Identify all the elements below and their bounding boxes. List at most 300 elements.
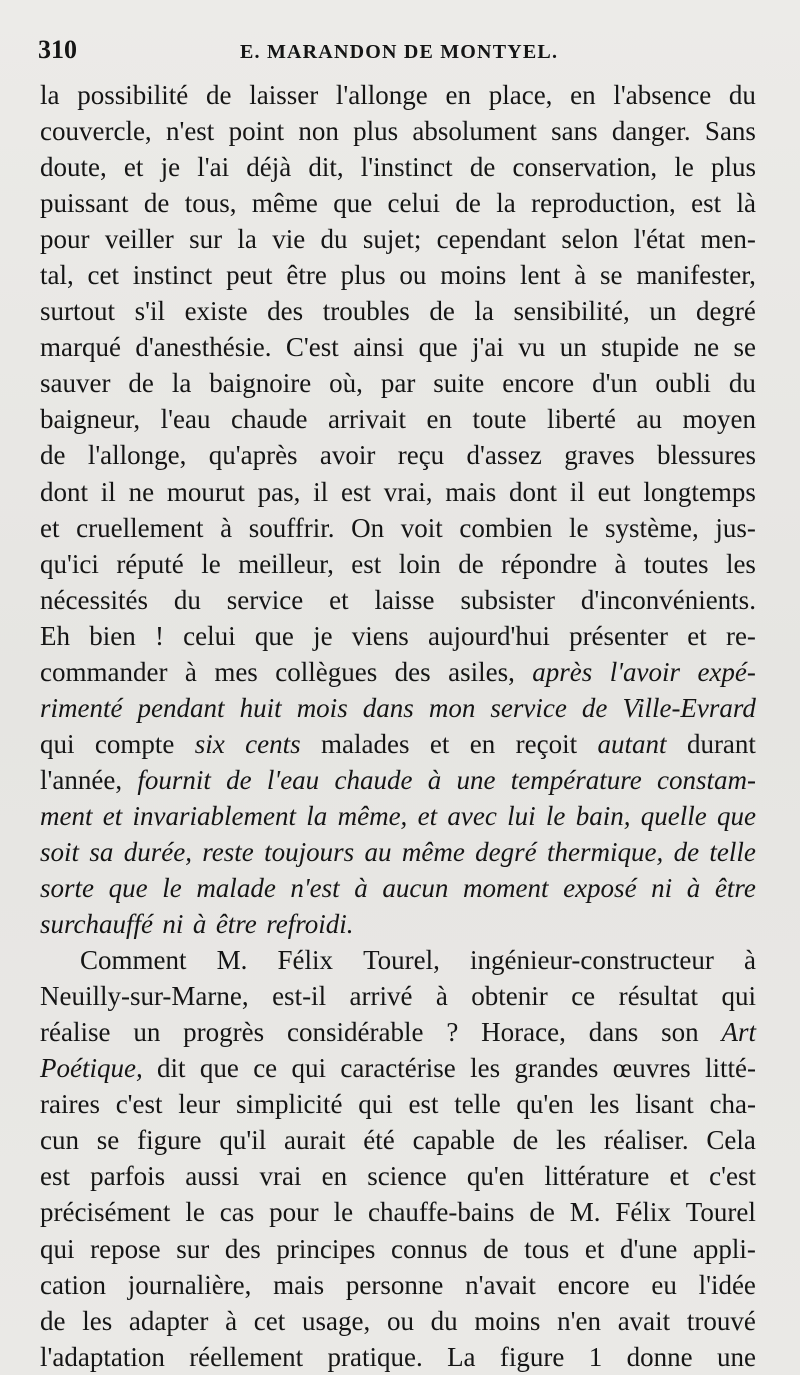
word: de <box>469 152 496 183</box>
word: reproduction, <box>531 188 676 219</box>
word: que <box>333 188 373 219</box>
text-line <box>40 1339 756 1375</box>
text-line <box>40 437 756 473</box>
text-line <box>40 113 756 149</box>
word: cation <box>40 1269 106 1300</box>
word: celui <box>387 188 441 219</box>
italic-word: surchauffé <box>40 909 153 940</box>
word: baignoire <box>209 368 312 399</box>
italic-word: de <box>226 764 252 795</box>
italic-word: constam- <box>657 764 756 795</box>
word: du <box>320 224 348 255</box>
italic-word: ni <box>651 873 673 904</box>
italic-word: service <box>490 692 567 723</box>
text-line <box>40 474 756 510</box>
italic-word: Ville-Evrard <box>622 692 756 723</box>
word: nécessités <box>40 584 148 615</box>
word: ne <box>693 332 720 363</box>
italic-word: n'est <box>290 873 340 904</box>
word: usage, <box>302 1305 371 1336</box>
word: pas, <box>257 476 301 507</box>
word: arrivait <box>327 404 406 435</box>
word: service <box>226 584 304 615</box>
word: et <box>584 1233 605 1264</box>
word: en <box>445 80 471 110</box>
text-line <box>40 401 756 437</box>
word: conservation, <box>512 152 658 183</box>
italic-word: que <box>717 800 756 831</box>
italic-word: exposé <box>563 873 637 904</box>
italic-word: Poétique, <box>40 1053 143 1084</box>
word: tous <box>524 1233 570 1264</box>
word: surtout <box>40 296 116 327</box>
word: les <box>725 548 756 579</box>
word: d'un <box>592 368 638 399</box>
word: est <box>351 548 382 579</box>
word: arrivé <box>349 981 413 1012</box>
word: du <box>430 1305 458 1336</box>
word: pratique. <box>327 1341 423 1372</box>
word: encore <box>502 368 575 399</box>
word: œuvres <box>612 1053 691 1084</box>
italic-word: que <box>108 873 148 904</box>
italic-word: dans <box>362 692 414 723</box>
word: malades <box>321 728 410 759</box>
italic-word: six <box>194 728 225 759</box>
word: l'état <box>633 224 686 255</box>
word: vie <box>272 224 306 255</box>
word: lisant <box>635 1089 694 1120</box>
word: ? <box>446 1017 459 1048</box>
word: n'en <box>557 1305 601 1336</box>
italic-word: sorte <box>40 873 94 904</box>
page-number: 310 <box>38 35 77 64</box>
word: pour <box>40 224 90 255</box>
word: la <box>237 224 257 255</box>
word: ce <box>571 981 596 1012</box>
word: au <box>636 404 662 435</box>
word: commander <box>40 656 168 687</box>
word: été <box>363 1125 395 1156</box>
word: Horace, <box>481 1017 566 1048</box>
text-line <box>40 1014 756 1050</box>
italic-word: température <box>510 764 642 795</box>
text-line <box>40 726 756 762</box>
word: caractérise <box>340 1053 456 1084</box>
text-line <box>40 1231 756 1267</box>
word: déjà <box>246 152 292 183</box>
word: par <box>380 368 416 399</box>
text-line <box>40 942 756 978</box>
word: La <box>447 1341 476 1372</box>
italic-word: à <box>686 873 701 904</box>
italic-word: avec <box>447 800 497 831</box>
word: du <box>728 80 756 110</box>
word: viens <box>351 620 409 651</box>
word: durant <box>686 728 756 759</box>
word: je <box>313 620 333 651</box>
word: dont <box>40 476 89 507</box>
word: qui <box>291 1053 327 1084</box>
italic-word: ni <box>162 909 184 940</box>
word: puissant <box>40 188 129 219</box>
word: la <box>40 80 60 110</box>
word: de <box>40 440 66 471</box>
page-header <box>0 30 800 70</box>
italic-word: cents <box>245 728 301 759</box>
italic-word: malade <box>196 873 276 904</box>
word: est <box>408 1089 439 1120</box>
word: à <box>184 656 197 687</box>
word: et <box>669 1161 689 1192</box>
word: de <box>529 1197 555 1228</box>
word: mais <box>445 476 497 507</box>
word: d'anesthésie. <box>135 332 272 363</box>
word: cet <box>87 260 120 291</box>
word: précisément <box>40 1197 171 1228</box>
word: en <box>321 1161 348 1192</box>
word: leur <box>178 1089 221 1120</box>
word: loin <box>398 548 441 579</box>
italic-word: l'eau <box>266 764 320 795</box>
body-text <box>40 77 756 1375</box>
word: pour <box>269 1197 319 1228</box>
word: couvercle, <box>40 116 152 147</box>
word: dans <box>588 1017 639 1048</box>
word: à <box>743 945 756 976</box>
word: l'allonge, <box>87 440 187 471</box>
word: compte <box>94 728 175 759</box>
italic-word: l'avoir <box>609 656 680 687</box>
word: moins <box>440 260 507 291</box>
italic-word: chaude <box>334 764 413 795</box>
italic-word: et <box>417 800 438 831</box>
word: obtenir <box>471 981 548 1012</box>
word: lent <box>519 260 561 291</box>
italic-word: toujours <box>264 836 355 867</box>
word: qui <box>358 1089 393 1120</box>
text-line <box>40 1158 756 1194</box>
italic-word: fournit <box>137 764 211 795</box>
text-line <box>40 149 756 185</box>
word: il <box>313 476 329 507</box>
word: cet <box>253 1305 286 1336</box>
italic-word: la <box>306 800 328 831</box>
word: Eh <box>40 620 70 651</box>
word: dit, <box>308 152 344 183</box>
word: de <box>483 1233 509 1264</box>
word: un <box>559 332 587 363</box>
word: les <box>470 1053 501 1084</box>
word: graves <box>564 440 635 471</box>
word: ! <box>154 620 164 651</box>
text-line <box>40 365 756 401</box>
italic-word: à <box>354 873 368 904</box>
word: de <box>40 1305 66 1336</box>
italic-word: Art <box>721 1017 756 1048</box>
word: l'absence <box>613 80 712 110</box>
word: des <box>394 656 431 687</box>
text-line <box>40 1303 756 1339</box>
word: meilleur, <box>238 548 334 579</box>
word: figure <box>499 1341 565 1372</box>
word: cas <box>219 1197 255 1228</box>
word: en <box>570 80 596 110</box>
word: réellement <box>189 1341 304 1372</box>
word: c'est <box>709 1161 756 1192</box>
word: à <box>435 981 448 1012</box>
word: principes <box>276 1233 376 1264</box>
word: se <box>600 260 623 291</box>
word: suite <box>433 368 485 399</box>
text-line <box>40 546 756 582</box>
word: et <box>687 620 707 651</box>
italic-word: même, <box>337 800 408 831</box>
word: qu'après <box>208 440 298 471</box>
word: qui <box>40 728 75 759</box>
word: On <box>351 512 385 543</box>
word: place, <box>488 80 553 110</box>
italic-word: mon <box>428 692 476 723</box>
word: qui <box>721 981 756 1012</box>
italic-word: de <box>673 836 700 867</box>
word: les <box>589 1089 620 1120</box>
word: système, <box>605 512 699 543</box>
word: là <box>736 188 756 219</box>
word: n'avait <box>465 1269 536 1300</box>
word: et <box>429 728 450 759</box>
word: subsister <box>460 584 555 615</box>
word: une <box>716 1341 756 1372</box>
word: reçu <box>397 440 445 471</box>
word: journalière, <box>127 1269 252 1300</box>
word: Sans <box>704 116 756 147</box>
word: de <box>458 548 484 579</box>
italic-word: au <box>364 836 392 867</box>
word: l'ai <box>197 152 230 183</box>
word: doute, <box>40 152 107 183</box>
word: aurait <box>284 1125 346 1156</box>
text-line <box>40 618 756 654</box>
word: stupide <box>601 332 680 363</box>
word: point <box>228 116 285 147</box>
word: mes <box>214 656 258 687</box>
word: troubles <box>322 296 410 327</box>
word: souffrir. <box>248 512 335 543</box>
word: voit <box>400 512 443 543</box>
word: laisse <box>374 584 435 615</box>
word: chauffe-bains <box>367 1197 515 1228</box>
word: laisser <box>249 80 319 110</box>
text-line <box>40 690 756 726</box>
italic-word: thermique, <box>546 836 664 867</box>
word: l'adaptation <box>40 1341 165 1372</box>
italic-word: moment <box>463 873 549 904</box>
word: encore <box>557 1269 630 1300</box>
word: marqué <box>40 332 121 363</box>
word: et <box>329 584 349 615</box>
word: existe <box>184 296 248 327</box>
word: même <box>251 188 318 219</box>
word: sauver <box>40 368 111 399</box>
word: le <box>333 1197 354 1228</box>
word: de <box>512 1125 539 1156</box>
word: litté- <box>705 1053 756 1084</box>
italic-word: refroidi. <box>266 909 354 940</box>
word: il <box>100 476 116 507</box>
word: que <box>418 332 458 363</box>
word: cha- <box>709 1089 756 1120</box>
word: parfois <box>90 1161 166 1192</box>
word: s'il <box>134 296 165 327</box>
word: possibilité <box>77 80 189 110</box>
word: à <box>220 512 233 543</box>
word: répondre <box>501 548 598 579</box>
text-line <box>40 654 756 690</box>
italic-word: le <box>545 800 566 831</box>
text-line <box>40 834 756 870</box>
italic-word: reste <box>202 836 254 867</box>
italic-word: expé- <box>697 656 756 687</box>
word: telle <box>454 1089 501 1120</box>
word: instinct <box>132 260 213 291</box>
text-line <box>40 293 756 329</box>
word: science <box>367 1161 447 1192</box>
word: l'allonge <box>335 80 428 110</box>
word: non <box>298 116 339 147</box>
word: moins <box>474 1305 541 1336</box>
word: qu'en <box>516 1089 574 1120</box>
word: oubli <box>655 368 711 399</box>
word: réalise <box>40 1017 111 1048</box>
text-line <box>40 978 756 1014</box>
word: un <box>649 296 677 327</box>
word: capable <box>412 1125 495 1156</box>
word: j'ai <box>472 332 504 363</box>
word: progrès <box>183 1017 265 1048</box>
word: un <box>133 1017 161 1048</box>
word: la <box>474 296 494 327</box>
word: cun <box>40 1125 79 1156</box>
word: dont <box>509 476 558 507</box>
italic-word: huit <box>239 692 282 723</box>
text-line <box>40 762 756 798</box>
word: vrai <box>259 1161 302 1192</box>
word: l'année, <box>40 764 123 795</box>
word: être <box>286 260 327 291</box>
word: Tourel <box>685 1197 756 1228</box>
word: degré <box>695 296 756 327</box>
word: manifester, <box>636 260 756 291</box>
text-line <box>40 906 756 942</box>
word: Comment <box>80 945 187 976</box>
word: des <box>267 296 304 327</box>
word: en <box>469 728 496 759</box>
word: eut <box>597 476 631 507</box>
word: toutes <box>643 548 709 579</box>
word: son <box>661 1017 699 1048</box>
word: combien <box>459 512 553 543</box>
word: de <box>143 188 170 219</box>
word: qu'en <box>466 1161 525 1192</box>
word: de <box>455 188 481 219</box>
word: mourut <box>166 476 245 507</box>
word: ou <box>386 1305 414 1336</box>
word: veiller <box>104 224 174 255</box>
italic-word: lui <box>507 800 536 831</box>
word: aujourd'hui <box>428 620 550 651</box>
italic-word: aucun <box>382 873 449 904</box>
word: personne <box>345 1269 444 1300</box>
word: le <box>185 1197 205 1228</box>
word: l'eau <box>160 404 211 435</box>
italic-word: mois <box>296 692 348 723</box>
word: tal, <box>40 260 74 291</box>
italic-word: sa <box>89 836 114 867</box>
word: plus <box>710 152 756 183</box>
italic-word: le <box>162 873 182 904</box>
word: il <box>569 476 585 507</box>
italic-word: une <box>456 764 496 795</box>
text-line <box>40 257 756 293</box>
text-line <box>40 221 756 257</box>
word: celui <box>183 620 236 651</box>
italic-word: durée, <box>123 836 192 867</box>
word: est <box>691 188 722 219</box>
word: de <box>128 368 154 399</box>
word: blessures <box>656 440 756 471</box>
italic-word: autant <box>597 728 667 759</box>
word: chaude <box>231 404 308 435</box>
word: et <box>123 152 144 183</box>
word: Félix <box>277 945 333 976</box>
word: est <box>340 476 371 507</box>
word: le <box>568 512 589 543</box>
word: le <box>201 548 221 579</box>
word: men- <box>700 224 756 255</box>
word: peut <box>226 260 273 291</box>
word: Tourel, <box>363 945 440 976</box>
word: le <box>674 152 694 183</box>
word: toute <box>472 404 527 435</box>
word: mais <box>273 1269 325 1300</box>
word: trouvé <box>686 1305 756 1336</box>
word: baigneur, <box>40 404 141 435</box>
word: des <box>224 1233 261 1264</box>
italic-word: après <box>532 656 593 687</box>
word: où, <box>329 368 363 399</box>
word: plus <box>340 260 386 291</box>
italic-word: soit <box>40 836 80 867</box>
word: je <box>160 152 181 183</box>
word: ne <box>128 476 155 507</box>
italic-word: pendant <box>137 692 225 723</box>
word: les <box>556 1125 587 1156</box>
word: reçoit <box>515 728 578 759</box>
text-line <box>40 582 756 618</box>
text-line <box>40 77 756 113</box>
word: ou <box>399 260 427 291</box>
word: longtemps <box>643 476 756 507</box>
word: les <box>82 1305 113 1336</box>
word: Neuilly-sur-Marne, <box>40 981 249 1012</box>
word: repose <box>90 1233 161 1264</box>
word: de <box>429 296 455 327</box>
word: C'est <box>285 332 339 363</box>
word: qui <box>40 1233 75 1264</box>
italic-word: degré <box>475 836 537 867</box>
word: aussi <box>185 1161 240 1192</box>
